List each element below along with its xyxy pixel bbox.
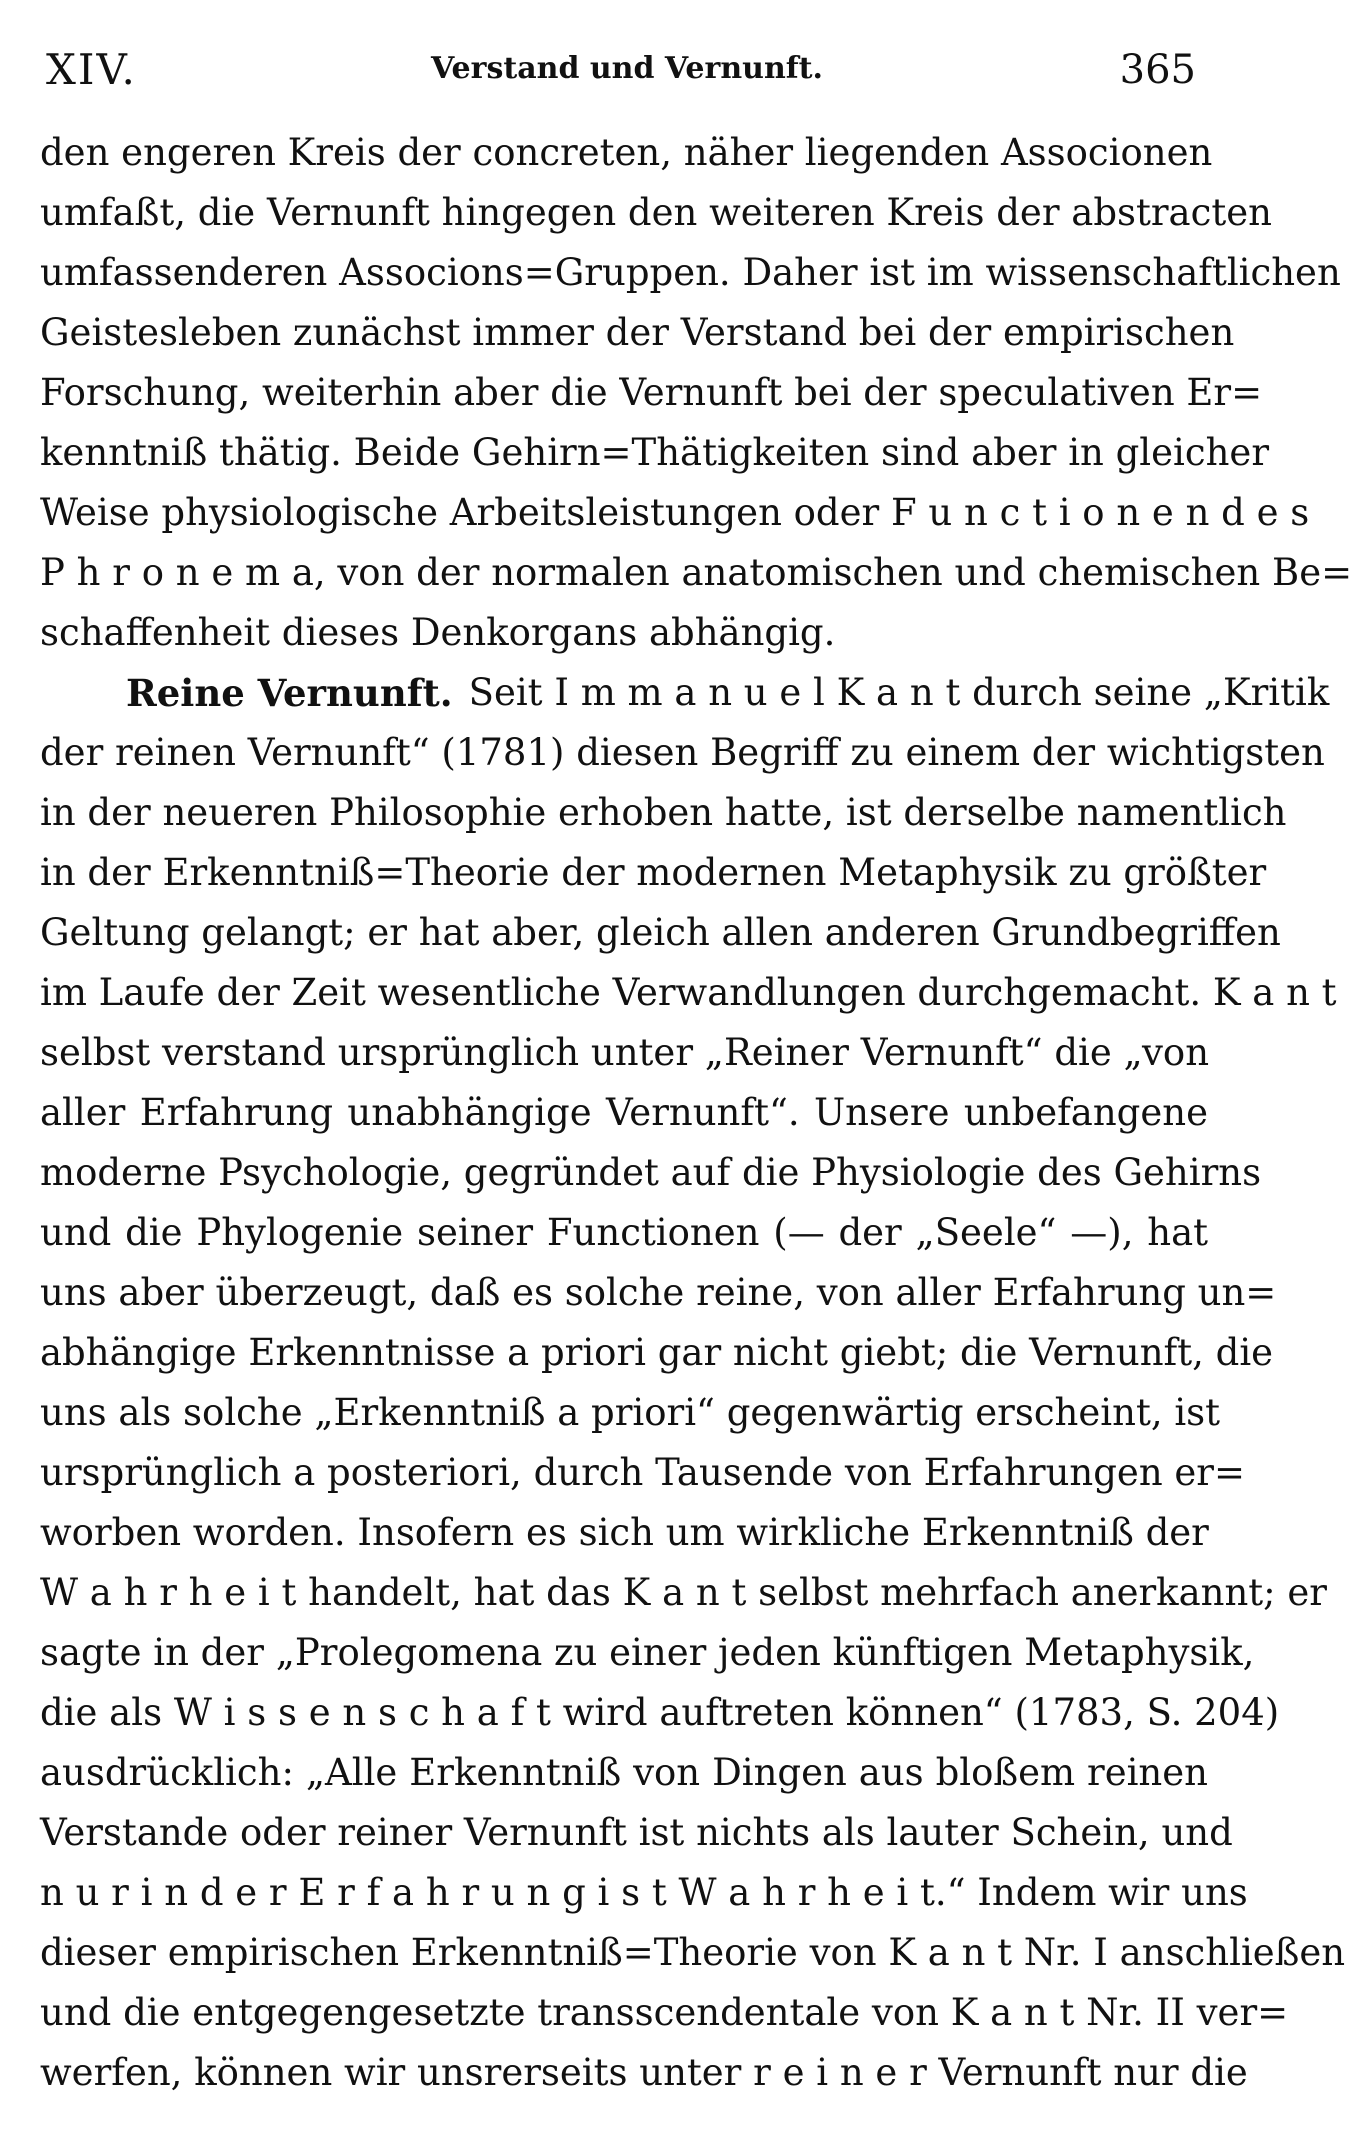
text-line: W a h r h e i t handelt, hat das K a n t selbst mehrfach anerkannt; er [40, 1571, 1327, 1614]
text-line: und die entgegengesetzte transscendentale von K a n t Nr. II ver= [40, 1991, 1289, 2034]
text-line: in der Erkenntniß=Theorie der modernen Metaphysik zu größter [40, 851, 1267, 894]
text-line: in der neueren Philosophie erhoben hatte, ist derselbe namentlich [40, 791, 1287, 834]
text-line: abhängige Erkenntnisse a priori gar nicht giebt; die Vernunft, die [40, 1331, 1274, 1374]
text-line: schaffenheit dieses Denkorgans abhängig. [40, 611, 836, 654]
text-line: umfaßt, die Vernunft hingegen den weiteren Kreis der abstracten [40, 191, 1272, 234]
text-line: Weise physiologische Arbeitsleistungen oder F u n c t i o n e n d e s [40, 491, 1310, 534]
text-line: worben worden. Insofern es sich um wirkliche Erkenntniß der [40, 1511, 1209, 1554]
text-line: dieser empirischen Erkenntniß=Theorie von K a n t Nr. I anschließen [40, 1931, 1346, 1974]
text-line: die als W i s s e n s c h a f t wird auftreten können“ (1783, S. 204) [40, 1691, 1280, 1734]
chapter-number: XIV. [46, 45, 137, 94]
text-line: den engeren Kreis der concreten, näher liegenden Associonen [40, 131, 1213, 174]
text-line: sagte in der „Prolegomena zu einer jeden künftigen Metaphysik, [40, 1631, 1255, 1674]
text-line: uns als solche „Erkenntniß a priori“ gegenwärtig erscheint, ist [40, 1391, 1221, 1434]
section-heading: Reine Vernunft. [126, 671, 453, 715]
text-line: der reinen Vernunft“ (1781) diesen Begriff zu einem der wichtigsten [40, 731, 1325, 774]
text-line: werfen, können wir unsrerseits unter r e i n e r Vernunft nur die [40, 2051, 1248, 2094]
text-line: Geltung gelangt; er hat aber, gleich allen anderen Grundbegriffen [40, 911, 1281, 954]
paragraph-1 [40, 123, 1352, 663]
paragraph-2 [40, 663, 1346, 2103]
text-line: uns aber überzeugt, daß es solche reine, von aller Erfahrung un= [40, 1271, 1277, 1314]
text-line: Verstande oder reiner Vernunft ist nichts als lauter Schein, und [40, 1811, 1233, 1854]
text-line: umfassenderen Associons=Gruppen. Daher ist im wissenschaftlichen [40, 251, 1341, 294]
text-line: Forschung, weiterhin aber die Vernunft bei der speculativen Er= [40, 371, 1263, 414]
text-line-with-heading [40, 663, 1330, 723]
text-line: im Laufe der Zeit wesentliche Verwandlungen durchgemacht. K a n t [40, 971, 1337, 1014]
text-line: Geistesleben zunächst immer der Verstand bei der empirischen [40, 311, 1235, 354]
text-line: kenntniß thätig. Beide Gehirn=Thätigkeiten sind aber in gleicher [40, 431, 1270, 474]
text-line: aller Erfahrung unabhängige Vernunft“. Unsere unbefangene [40, 1091, 1208, 1134]
text-line: moderne Psychologie, gegründet auf die Physiologie des Gehirns [40, 1151, 1262, 1194]
text-line: n u r i n d e r E r f a h r u n g i s t W a h r h e i t.“ Indem wir uns [40, 1871, 1248, 1914]
running-title: Verstand und Vernunft. [431, 51, 823, 86]
text-line-rest: Seit I m m a n u e l K a n t durch seine „Kritik [468, 671, 1330, 714]
page-header [40, 45, 1214, 105]
text-line: ausdrücklich: „Alle Erkenntniß von Dingen aus bloßem reinen [40, 1751, 1208, 1794]
text-line: selbst verstand ursprünglich unter „Reiner Vernunft“ die „von [40, 1031, 1210, 1074]
page-number: 365 [1119, 47, 1196, 93]
text-line: ursprünglich a posteriori, durch Tausende von Erfahrungen er= [40, 1451, 1245, 1494]
text-line: P h r o n e m a, von der normalen anatomischen und chemischen Be= [40, 551, 1352, 594]
text-line: und die Phylogenie seiner Functionen (— der „Seele“ —), hat [40, 1211, 1208, 1254]
